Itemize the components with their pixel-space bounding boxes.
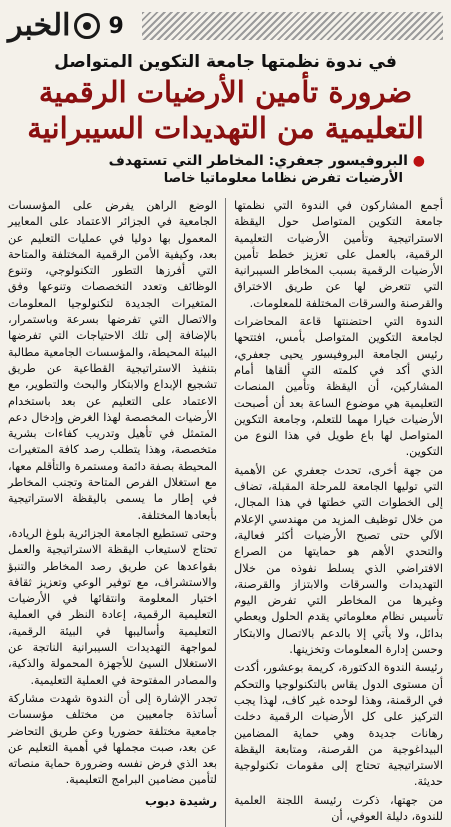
headline-line-1: ضرورة تأمين الأرضيات الرقمية [38, 75, 413, 109]
subheadline-1 [8, 152, 443, 170]
bullet-icon: ● [412, 153, 425, 169]
article-headline [8, 74, 443, 146]
subheadline-2-text: الأرضيات تفرض نظاما معلوماتيا خاصا [163, 171, 403, 186]
subheadline-1-text: البروفيسور جعفري: المخاطر التي تستهدف [108, 153, 408, 169]
page-number: 9 [108, 13, 124, 39]
column-right [234, 198, 443, 827]
masthead-pattern [142, 12, 443, 40]
paragraph: الندوة التي احتضنتها قاعة المحاضرات لجامعة التكوين المتواصل بأمس، افتتحها رئيس الجامعة البروفيسور يحيى جعفري، الذي أكد في كلمته التي ألقاها أمام المشاركين، أن اليقظة وتأمين المنصات التعليمية هي موضوع الساعة بعد أن أصبحت الأرضيات خيارا مهما للتعلم، وجامعة التكوين المتواصل لها باع طويل في هذا النوع من التكوين. [234, 315, 443, 459]
paragraph: رئيسة الندوة الدكتورة، كريمة بوعشور، أكدت أن مستوى الدول يقاس بالتكنولوجيا والتحكم في الرقمنة، وهذا لوحده غير كاف، لهذا يجب التركيز على كل الأرضيات الرقمية دخلت رهانات جديدة وهي حماية المضامين البيداغوجية من القرصنة، ومتابعة اليقظة الاستراتيجية تحتاج إلى مقومات تكنولوجية حديثة. [234, 661, 443, 789]
author-byline: رشيدة دبوب [144, 793, 217, 808]
kicker-text: في ندوة نظمتها جامعة التكوين المتواصل [54, 52, 397, 72]
newspaper-logo [8, 8, 100, 43]
column-divider [225, 198, 226, 827]
paragraph: الوضع الراهن يفرض على المؤسسات الجامعية في الجزائر الاعتماد على المعايير المعمول بها دوليا في عمليات التعليم عن بعد، وكيفية الأمن الرقمية المختلفة والمتاحة التي أفرزها التطور التكنولوجي، وتنوع الوظائف وتعدد التخصصات وتنوعها وفق المتغيرات الجديدة لتكنولوجيا المعلومات والاتصال التي تفرضها بسرعة وباستمرار، بالإضافة إلى تلك الاحتياجات التي تفرضها البيئة المحيطة، والمؤسسات الجامعية مطالبة بتنفيذ الاستراتيجية القطاعية عن طريق تشجيع الإبداع والابتكار والبحث والتطوير، مع الاعتماد على التعليم عن بعد باستخدام الأرضيات المخصصة لهذا الغرض وإدخال دعم المتمثل في تأهيل وتدريب كفاءات بشرية متخصصة، وهذا يتطلب رصد كافة المتغيرات المحيطة بصفة دائمة ومستمرة والتأقلم معها، مع استغلال الفرص المتاحة وتجنب المخاطر في إطار ما يسمى باليقظة الاستراتيجية بأبعادها المختلفة. [8, 199, 217, 522]
paragraph: تجدر الإشارة إلى أن الندوة شهدت مشاركة أساتذة جامعيين من مختلف مؤسسات جامعية مختلفة حضوريا وعن طريق التحاضر عن بعد، صبت مجملها في أهمية التعليم عن بعد الذي فرض نفسه وضرورة حماية منصاته لتأمين مضامين البرامج التعليمية. [8, 691, 217, 787]
logo-mark-icon [74, 13, 100, 39]
article-body [8, 198, 443, 827]
column-left [8, 198, 217, 827]
masthead [8, 6, 443, 46]
article-kicker [8, 52, 443, 72]
subheadline-2 [8, 170, 443, 188]
paragraph: أجمع المشاركون في الندوة التي نظمتها جامعة التكوين المتواصل حول اليقظة الاستراتيجية وتأمين الأرضيات التعليمية الرقمية، بالعمل على تعزيز خطط تأمين الأرضيات الرقمية بسبب المخاطر السيبرانية التي تتعرض لها عن طريق الاختراق والقرصنة والسرقات المختلفة للمعلومات. [234, 199, 443, 310]
headline-line-2: التعليمية من التهديدات السيبرانية [27, 111, 424, 145]
paragraph: من جهتها، ذكرت رئيسة اللجنة العلمية للندوة، دليلة العوفي، أن [234, 793, 443, 823]
paragraph: من جهة أخرى، تحدث جعفري عن الأهمية التي توليها الجامعة للمرحلة المقبلة، تضاف إلى الخطوات التي خطتها في هذا المجال، من خلال توظيف المزيد من مهندسي الإعلام الآلي حتى تصبح الأرضيات أكثر فعالية، والتحدي الأهم هو حمايتها من الصراع الافتراضي الذي يسلط نفوذه من خلال التهديدات والسرقات والابتزاز والقرصنة، وغيرها من المخاطر التي تفرض اليوم تأسيس نظام معلوماتي يقدم الحلول ويعطي بدائل، ولا يأتي إلا بالدعم بالاتصال والابتكار وحسن إدارة المعلومات وتخزينها. [234, 463, 443, 657]
logo-text: الخبر [8, 8, 71, 43]
paragraph: وحتى تستطيع الجامعة الجزائرية بلوغ الريادة، تحتاج لاستيعاب اليقظة الاستراتيجية والعمل بقواعدها عن طريق رصد المخاطر والتنبؤ والاستشراف، مع توفير الوعي وتعزيز ثقافة اختيار المعلومة وانتقائها في الأرضيات التعليمية الرقمية، إعادة النظر في العملية التعليمية وأساليبها في البيئة الرقمية، لمواجهة التهديدات السيبرانية الناتجة عن الاستغلال السيئ للأجهزة المحمولة والذكية، والمصادر المفتوحة في العملية التعليمية. [8, 526, 217, 687]
